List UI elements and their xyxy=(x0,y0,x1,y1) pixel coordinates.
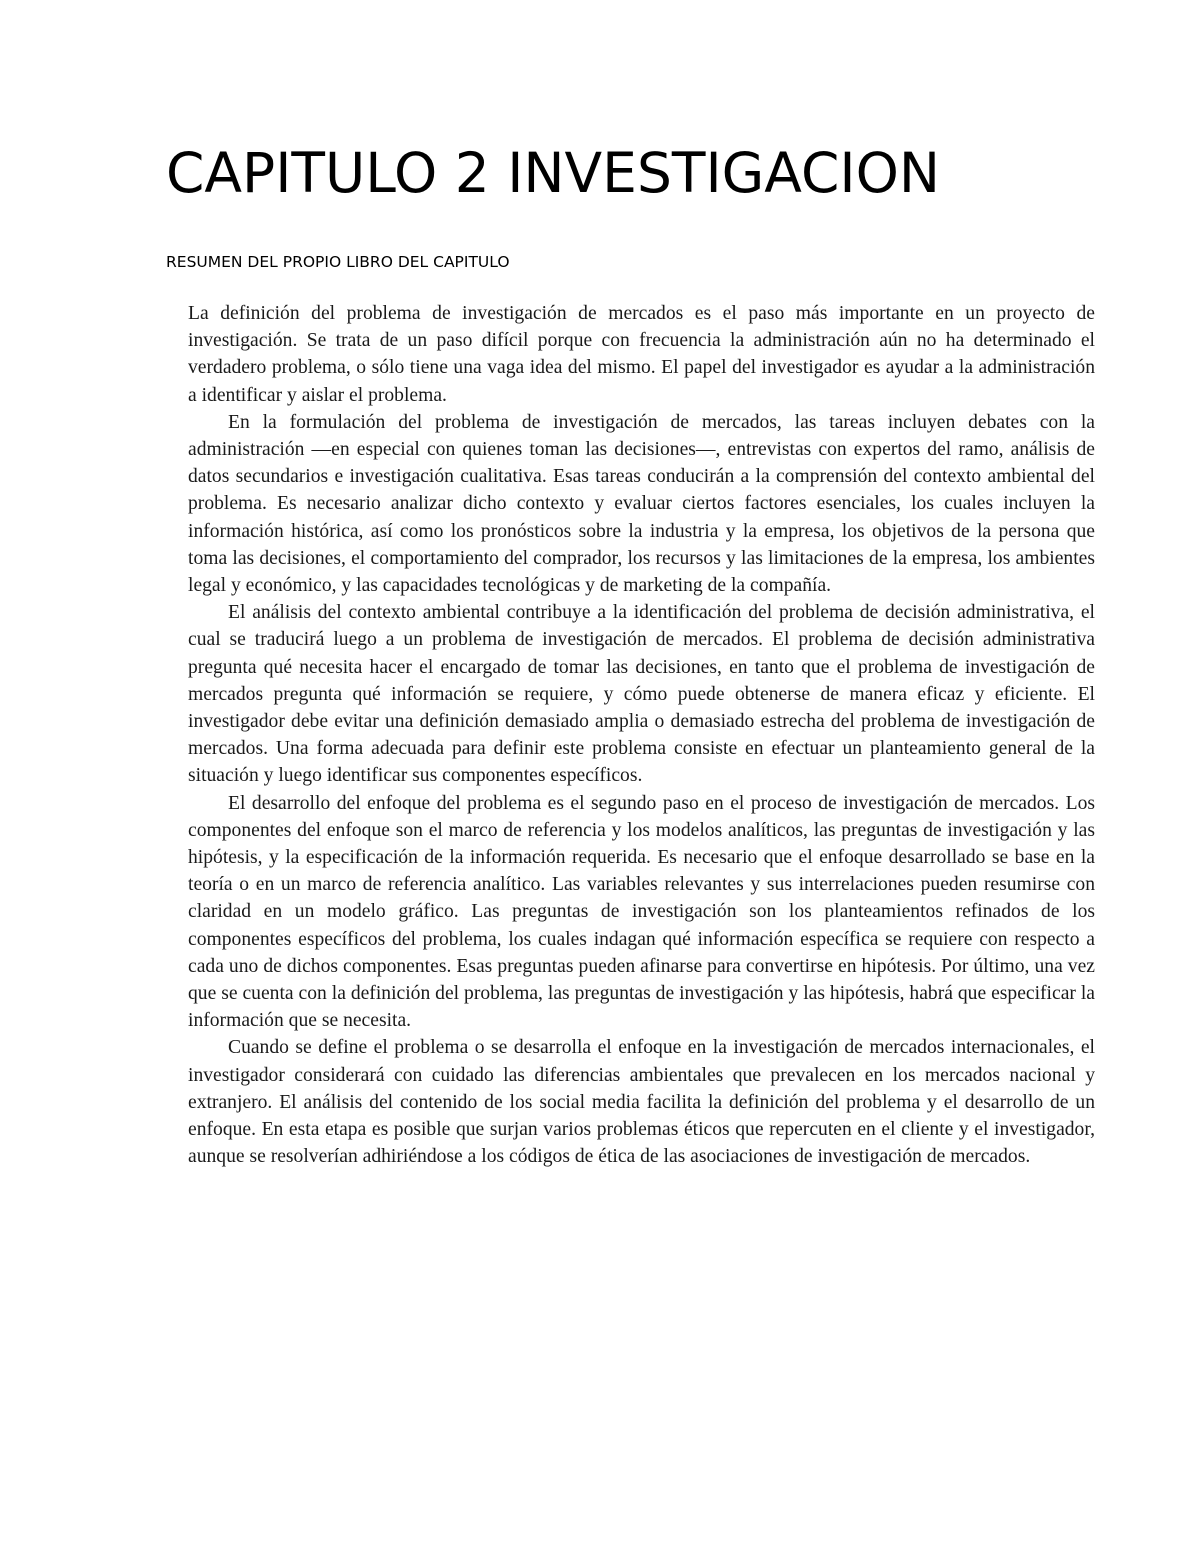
chapter-subtitle: RESUMEN DEL PROPIO LIBRO DEL CAPITULO xyxy=(166,253,510,271)
summary-paragraph-4: El desarrollo del enfoque del problema es el segundo paso en el proceso de investigación de mercados. Los componentes del enfoque son el marco de referencia y los modelos analíticos, las preguntas de investigación y las hipótesis, y la especificación de la información requerida. Es necesario que el enfoque desarrollado se base en la teoría o en un marco de referencia analítico. Las variables relevantes y sus interrelaciones pueden resumirse con claridad en un modelo gráfico. Las preguntas de investigación son los planteamientos refinados de los componentes específicos del problema, los cuales indagan qué información específica se requiere con respecto a cada uno de dichos componentes. Esas preguntas pueden afinarse para convertirse en hipótesis. Por último, una vez que se cuenta con la definición del problema, las preguntas de investigación y las hipótesis, habrá que especificar la información que se necesita. xyxy=(188,792,1095,1032)
book-summary-excerpt xyxy=(188,300,1095,1171)
summary-paragraph-2: En la formulación del problema de investigación de mercados, las tareas incluyen debates con la administración —en especial con quienes toman las decisiones—, entrevistas con expertos del ramo, análisis de datos secundarios e investigación cualitativa. Esas tareas conducirán a la comprensión del contexto ambiental del problema. Es necesario analizar dicho contexto y evaluar ciertos factores esenciales, los cuales incluyen la información histórica, así como los pronósticos sobre la industria y la empresa, los objetivos de la persona que toma las decisiones, el comportamiento del comprador, los recursos y las limitaciones de la empresa, los ambientes legal y económico, y las capacidades tecnológicas y de marketing de la compañía. xyxy=(188,411,1095,597)
summary-paragraph-1: La definición del problema de investigación de mercados es el paso más importante en un proyecto de investigación. Se trata de un paso difícil porque con frecuencia la administración aún no ha determinado el verdadero problema, o sólo tiene una vaga idea del mismo. El papel del investigador es ayudar a la administración a identificar y aislar el problema. xyxy=(188,303,1095,406)
chapter-title: CAPITULO 2 INVESTIGACION xyxy=(166,141,941,205)
summary-paragraph-3: El análisis del contexto ambiental contribuye a la identificación del problema de decisión administrativa, el cual se traducirá luego a un problema de investigación de mercados. El problema de decisión administrativa pregunta qué necesita hacer el encargado de tomar las decisiones, en tanto que el problema de investigación de mercados pregunta qué información se requiere, y cómo puede obtenerse de manera eficaz y eficiente. El investigador debe evitar una definición demasiado amplia o demasiado estrecha del problema de investigación de mercados. Una forma adecuada para definir este problema consiste en efectuar un planteamiento general de la situación y luego identificar sus componentes específicos. xyxy=(188,602,1095,787)
summary-paragraph-5: Cuando se define el problema o se desarrolla el enfoque en la investigación de mercados internacionales, el investigador considerará con cuidado las diferencias ambientales que prevalecen en los mercados nacional y extranjero. El análisis del contenido de los social media facilita la definición del problema y el desarrollo de un enfoque. En esta etapa es posible que surjan varios problemas éticos que repercuten en el cliente y el investigador, aunque se resolverían adhiriéndose a los códigos de ética de las asociaciones de investigación de mercados. xyxy=(188,1037,1095,1168)
